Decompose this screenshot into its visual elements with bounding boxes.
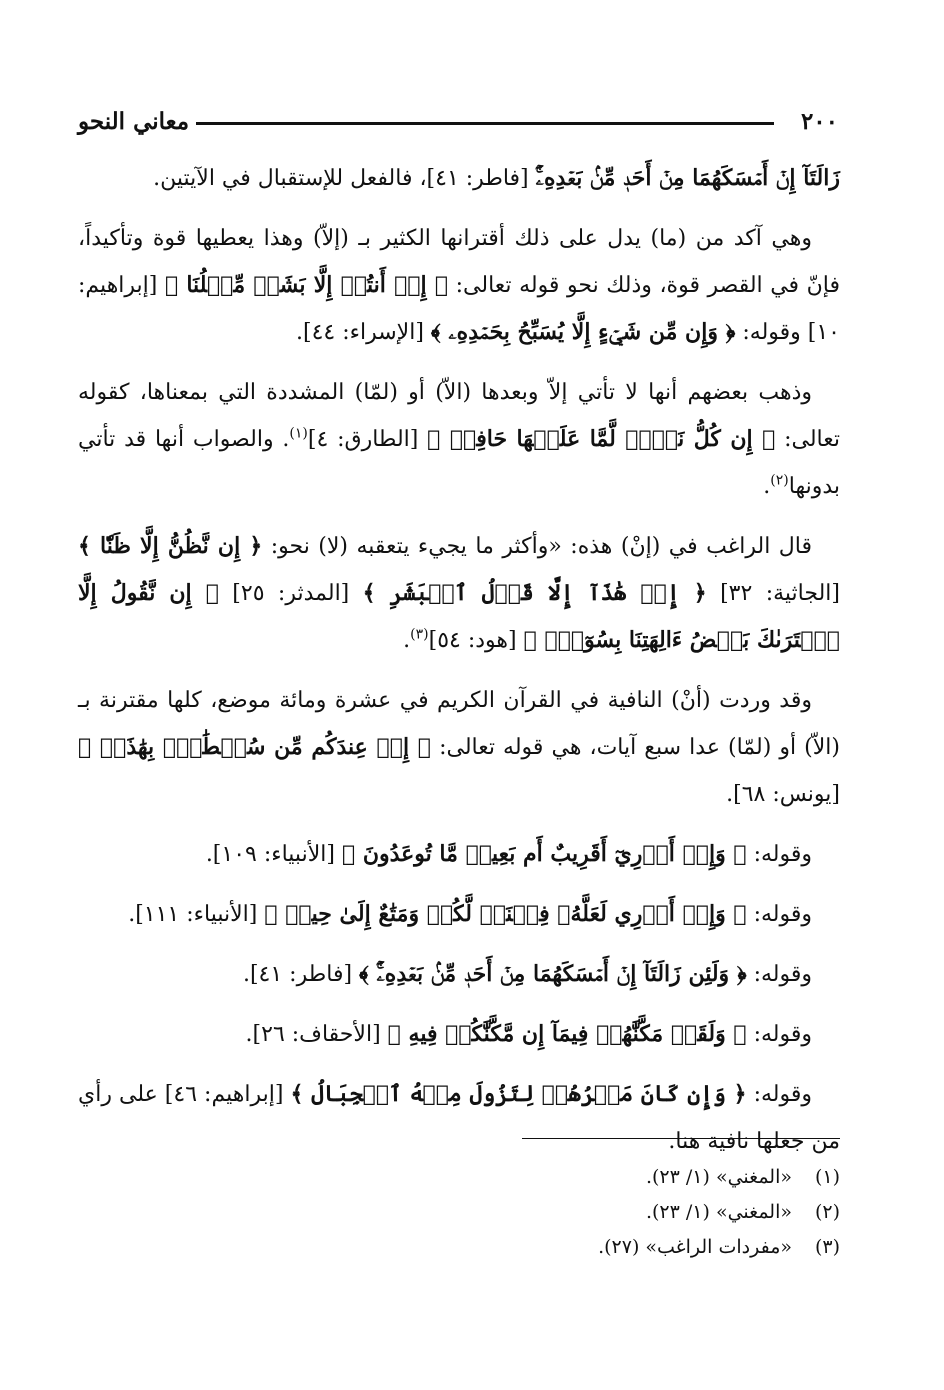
verse-reference: [هود: ٥٤] <box>428 628 517 653</box>
footnote-separator <box>522 1138 840 1139</box>
paragraph-2 <box>78 215 840 356</box>
paragraph-text: قال الراغب في (إنْ) هذه: «وأكثر ما يجيء يتعقبه (لا) نحو: <box>270 534 812 559</box>
quran-verse: زَالَتَآ إِنۡ أَمۡسَكَهُمَا مِنۡ أَحَدٖ مِّنۢ بَعۡدِهِۦٓۚ <box>535 165 840 191</box>
quran-verse: ﴿ إِن نَّظُنُّ إِلَّا ظَنّٗا ﴾ <box>78 533 263 559</box>
quote-label: وقوله: <box>753 962 812 987</box>
quote-label: وقوله: <box>753 1082 812 1107</box>
header-rule <box>196 122 774 125</box>
footnote-3 <box>340 1230 840 1265</box>
footnotes <box>340 1160 840 1265</box>
quote-line-1 <box>78 831 840 878</box>
paragraph-6 <box>78 1071 840 1165</box>
footnote-text: «المغني» (١/ ٢٣). <box>645 1166 792 1188</box>
paragraph-text: وقد وردت (أنْ) النافية في القرآن الكريم في عشرة ومائة موضع، كلها مقترنة بـ (الاّ) أو (لمّا) عدا سبع آيات، هي قوله تعالى: <box>78 688 841 760</box>
verse-reference: [الأنبياء: ١١١]. <box>128 902 258 927</box>
footnote-marker: (٢) <box>770 472 789 489</box>
quote-line-2 <box>78 891 840 938</box>
footnote-marker: (١) <box>289 425 308 442</box>
paragraph-5 <box>78 677 840 818</box>
paragraph-1 <box>78 155 840 202</box>
page-body <box>78 155 840 1178</box>
quran-verse: ﴿ وَلَئِن زَالَتَآ إِنۡ أَمۡسَكَهُمَا مِنۡ أَحَدٖ مِّنۢ بَعۡدِهِۦٓۚ ﴾ <box>359 961 747 987</box>
running-header <box>78 104 838 144</box>
quran-verse: ﴿ وَإِنۡ أَدۡرِي لَعَلَّهُۥ فِتۡنَةٞ لَّكُمۡ وَمَتَٰعٌ إِلَىٰ حِينٖ ﴾ <box>264 901 747 927</box>
footnote-number: (٢) <box>814 1201 840 1223</box>
verse-reference: [المدثر: ٢٥] <box>232 581 350 606</box>
quote-label: وقوله: <box>753 842 812 867</box>
quran-verse: ﴿ وَإِن مِّن شَيۡءٍ إِلَّا يُسَبِّحُ بِحَمۡدِهِۦ ﴾ <box>430 319 736 345</box>
paragraph-text: [إبراهيم: ٤٦] على رأي من جعلها نافية هنا. <box>78 1082 840 1154</box>
verse-reference: [الإسراء: ٤٤]. <box>296 320 424 345</box>
footnote-number: (٣) <box>814 1236 840 1258</box>
quote-line-4 <box>78 1011 840 1058</box>
quran-verse: ﴿ إِنۡ عِندَكُم مِّن سُلۡطَٰنِۭ بِهَٰذَآۚ ﴾ <box>78 734 431 760</box>
verse-reference: [الأحقاف: ٢٦]. <box>245 1022 381 1047</box>
paragraph-3 <box>78 369 840 510</box>
page-number: ٢٠٠ <box>800 108 838 135</box>
quran-verse: ﴿ وَإِنۡ أَدۡرِيٓ أَقَرِيبٌ أَم بَعِيدٞ مَّا تُوعَدُونَ ﴾ <box>341 841 747 867</box>
paragraph-text: وذهب بعضهم أنها لا تأتي إلاّ وبعدها (الاّ) أو (لمّا) المشددة التي بمعناها، كقوله تعالى: <box>78 380 840 452</box>
book-title: معاني النحو <box>78 108 190 135</box>
quran-verse: ﴿ إِنۡ أَنتُمۡ إِلَّا بَشَرٞ مِّثۡلُنَا ﴾ <box>164 272 449 298</box>
verse-reference: [فاطر: ٤١]. <box>242 962 353 987</box>
verse-reference: [يونس: ٦٨]. <box>726 782 840 807</box>
paragraph-4 <box>78 523 840 664</box>
quote-label: وقوله: <box>753 902 812 927</box>
footnote-text: «المغني» (١/ ٢٣). <box>645 1201 792 1223</box>
quote-label: وقوله: <box>753 1022 812 1047</box>
verse-reference: [إبراهيم: ١٠] وقوله: <box>78 273 840 345</box>
quran-verse: ﴿ إِن كُلُّ نَفۡسٖ لَّمَّا عَلَيۡهَا حَافِظٞ ﴾ <box>427 426 776 452</box>
verse-reference: [الأنبياء: ١٠٩]. <box>205 842 335 867</box>
footnote-marker: (٣) <box>410 626 429 643</box>
footnote-number: (١) <box>814 1166 840 1188</box>
quran-verse: ﴿ وَلَقَدۡ مَكَّنَّٰهُمۡ فِيمَآ إِن مَّكَّنَّٰكُمۡ فِيهِ ﴾ <box>387 1021 747 1047</box>
paragraph-end: . <box>403 628 411 653</box>
footnote-2 <box>340 1195 840 1230</box>
paragraph-text: وهي آكد من (ما) يدل على ذلك أقترانها الكثير بـ (إلاّ) وهذا يعطيها قوة وتأكيداً، فإنّ في القصر قوة، وذلك نحو قوله تعالى: <box>78 226 841 298</box>
paragraph-text: . والصواب أنها قد تأتي بدونها <box>78 427 840 499</box>
paragraph-end: . <box>763 474 771 499</box>
verse-reference: [الطارق: ٤] <box>307 427 419 452</box>
paragraph-text: [فاطر: ٤١]، فالفعل للإستقبال في الآيتين. <box>153 166 529 191</box>
verse-reference: [الجاثية: ٣٢] <box>720 581 840 606</box>
quote-line-3 <box>78 951 840 998</box>
footnote-1 <box>340 1160 840 1195</box>
footnote-text: «مفردات الراغب» (٢٧). <box>598 1236 792 1258</box>
quran-verse: ﴿ إِنۡ هَٰذَآ إِلَّا قَوۡلُ ٱلۡبَشَرِ ﴾ <box>362 580 707 606</box>
quran-verse: ﴿ إِن نَّقُولُ إِلَّا ٱعۡتَرَىٰكَ بَعۡضُ ءَالِهَتِنَا بِسُوٓءٖۗ ﴾ <box>78 580 840 653</box>
quran-verse: ﴿ وَإِن كَانَ مَكۡرُهُمۡ لِتَزُولَ مِنۡهُ ٱلۡجِبَالُ ﴾ <box>290 1081 747 1107</box>
